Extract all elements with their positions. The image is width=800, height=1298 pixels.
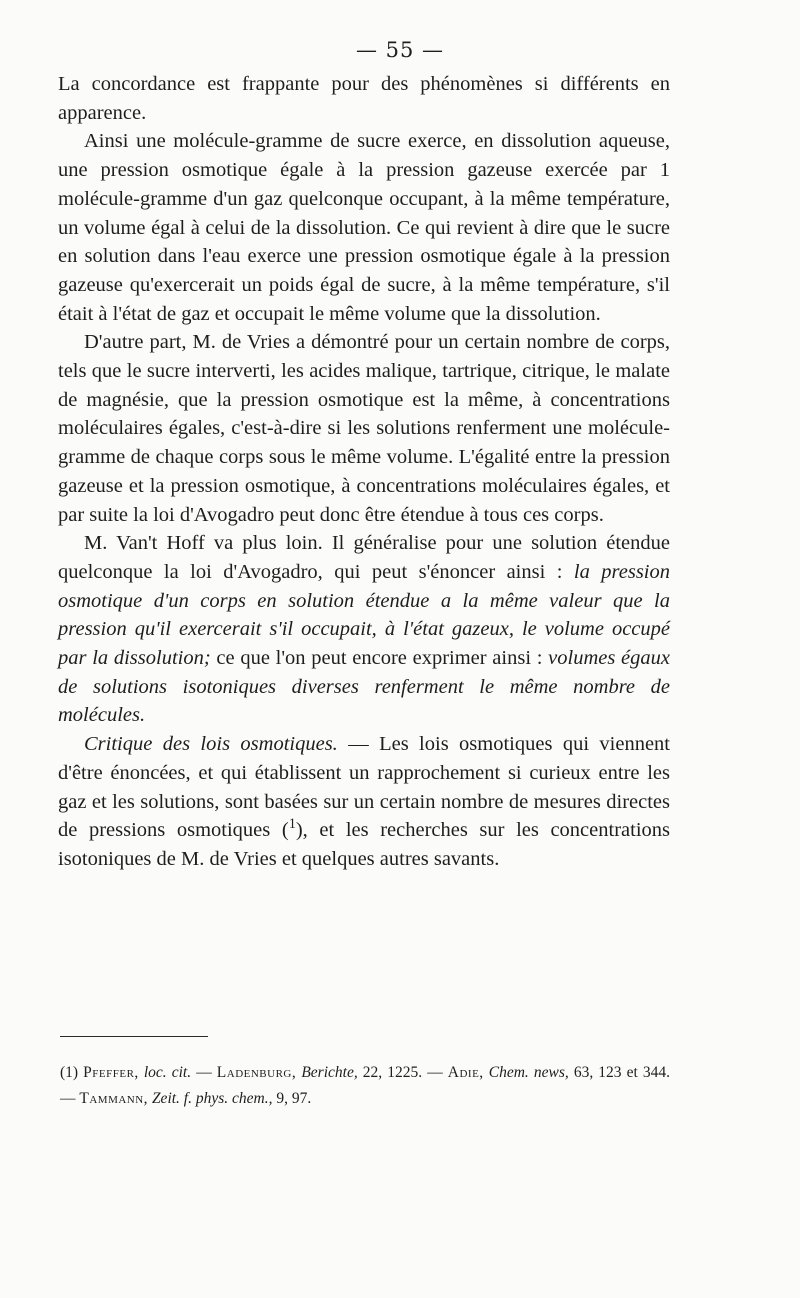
ref-adie-journal: Chem. news, [488, 1064, 569, 1081]
law-statement-italic: la pression osmotique d'un corps en solution étendue a la même valeur que la pression qu'il exercerait s'il occupait, à l'état gazeux, le volume occupé par la dissolution; [58, 560, 670, 670]
paragraph-de-vries: D'autre part, M. de Vries a démontré pour un certain nombre de corps, tels que le sucre interverti, les acides malique, tartrique, citrique, le malate de magnésie, que la pression osmotique est la même, à concentrations moléculaires égales, c'est-à-dire si les solutions renferment une molécule-gramme de chaque corps sous le même volume. L'égalité entre la pression gazeuse et la pression osmotique, à concentrations moléculaires égales, et par suite la loi d'Avogadro peut donc être étendue à tous ces corps. [58, 331, 670, 526]
section-heading-critique: Critique des lois osmotiques. [84, 733, 338, 756]
ref-pfeffer: loc. cit. [143, 1064, 192, 1081]
critique-text-end: ), et les recherches sur les concentrations isotoniques de M. de Vries et quelques autres savants. [58, 819, 670, 870]
author-ladenburg: Ladenburg, [216, 1064, 297, 1081]
footnote [60, 1060, 670, 1112]
vant-hoff-intro: M. Van't Hoff va plus loin. Il généralise pour une solution étendue quelconque la loi d'Avogadro, qui peut s'énoncer ainsi : [58, 532, 670, 583]
main-text [58, 70, 670, 874]
ref-ladenburg-volume: 22, 1225. — [357, 1064, 448, 1081]
page-number: — 55 — [355, 38, 445, 62]
footnote-divider [60, 1036, 208, 1037]
paragraph-sucre: Ainsi une molécule-gramme de sucre exerce, en dissolution aqueuse, une pression osmotique égale à la pression gazeuse exercée par 1 molécule-gramme d'un gaz quelconque occupant, à la même température, un volume égal à celui de la dissolution. Ce qui revient à dire que le sucre en solution dans l'eau exerce une pression osmotique égale à la pression gazeuse qu'exercerait un poids égal de sucre, à la même température, s'il était à l'état de gaz et occupait le même volume que la dissolution. [58, 130, 670, 325]
paragraph-vant-hoff [58, 529, 670, 730]
critique-text: — Les lois osmotiques qui viennent d'être énoncées, et qui établissent un rapprochement si curieux entre les gaz et les solutions, sont basées sur un certain nombre de mesures directes de pressions osmotiques ( [58, 733, 670, 842]
ref-tammann-volume: 9, 97. [272, 1090, 312, 1107]
ref-adie-volume: 63, 123 et 344. — [60, 1064, 671, 1107]
paragraph-critique [58, 730, 670, 874]
ref-tammann-journal: Zeit. f. phys. chem., [151, 1090, 273, 1107]
ref-ladenburg-journal: Berichte, [301, 1064, 358, 1081]
footnote-mark: (1) [60, 1064, 79, 1081]
vant-hoff-connector: ce que l'on peut encore exprimer ainsi : [210, 647, 549, 670]
separator: — [191, 1064, 217, 1081]
footnote-reference: 1 [288, 816, 296, 833]
author-adie: Adie, [447, 1064, 484, 1081]
isotonic-statement-italic: volumes égaux de solutions isotoniques diverses renferment le même nombre de molécules. [58, 647, 670, 727]
paragraph-concordance: La concordance est frappante pour des phénomènes si différents en apparence. [58, 73, 670, 124]
author-tammann: Tammann, [79, 1090, 149, 1107]
author-pfeffer: Pfeffer, [83, 1064, 139, 1081]
